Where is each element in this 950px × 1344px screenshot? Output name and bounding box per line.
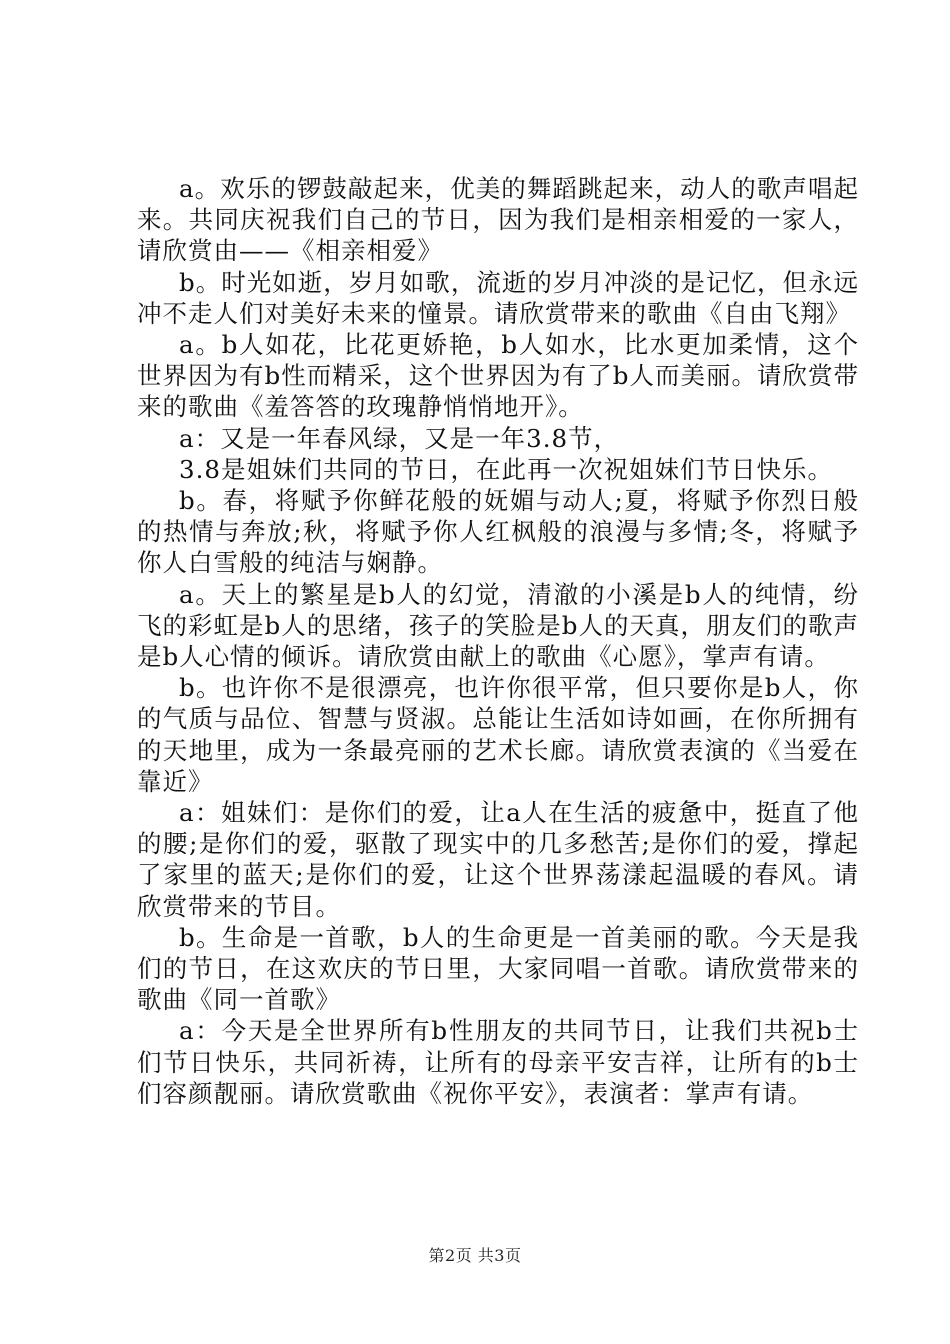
paragraph: a：又是一年春风绿，又是一年3.8节， xyxy=(179,423,620,453)
paragraph: b。生命是一首歌，b人的生命更是一首美丽的歌。今天是我们的节日，在这欢庆的节日里，大家同唱一首歌。请欣赏带来的歌曲《同一首歌》 xyxy=(137,922,859,1015)
page-footer: 第2页 共3页 xyxy=(428,1246,522,1265)
paragraph: 3.8是姐妹们共同的节日，在此再一次祝姐妹们节日快乐。 xyxy=(179,454,833,484)
paragraph: b。春，将赋予你鲜花般的妩媚与动人;夏，将赋予你烈日般的热情与奔放;秋，将赋予你人红枫般的浪漫与多情;冬，将赋予你人白雪般的纯洁与娴静。 xyxy=(137,486,859,578)
paragraph: a：姐妹们：是你们的爱，让a人在生活的疲惫中，挺直了他的腰;是你们的爱，驱散了现实中的几多愁苦;是你们的爱，撑起了家里的蓝天;是你们的爱，让这个世界荡漾起温暖的春风。请欣赏带来的节目。 xyxy=(137,798,859,921)
paragraph: a。欢乐的锣鼓敲起来，优美的舞蹈跳起来，动人的歌声唱起来。共同庆祝我们自己的节日，因为我们是相亲相爱的一家人，请欣赏由——《相亲相爱》 xyxy=(137,174,859,266)
paragraph: a。天上的繁星是b人的幻觉，清澈的小溪是b人的纯情，纷飞的彩虹是b人的思绪，孩子的笑脸是b人的天真，朋友们的歌声是b人心情的倾诉。请欣赏由献上的歌曲《心愿》，掌声有请。 xyxy=(137,579,859,672)
paragraph: a：今天是全世界所有b性朋友的共同节日，让我们共祝b士们节日快乐，共同祈祷，让所有的母亲平安吉祥，让所有的b士们容颜靓丽。请欣赏歌曲《祝你平安》，表演者：掌声有请。 xyxy=(137,1016,859,1108)
paragraph: b。时光如逝，岁月如歌，流逝的岁月冲淡的是记忆，但永远冲不走人们对美好未来的憧景。请欣赏带来的歌曲《自由飞翔》 xyxy=(137,267,859,328)
paragraph: b。也许你不是很漂亮，也许你很平常，但只要你是b人，你的气质与品位、智慧与贤淑。总能让生活如诗如画，在你所拥有的天地里，成为一条最亮丽的艺术长廊。请欣赏表演的《当爱在靠近》 xyxy=(137,673,859,796)
document-body xyxy=(137,173,859,1109)
paragraph: a。b人如花，比花更娇艳，b人如水，比水更加柔情，这个世界因为有b性而精采，这个世界因为有了b人而美丽。请欣赏带来的歌曲《羞答答的玫瑰静悄悄地开》。 xyxy=(137,330,859,422)
